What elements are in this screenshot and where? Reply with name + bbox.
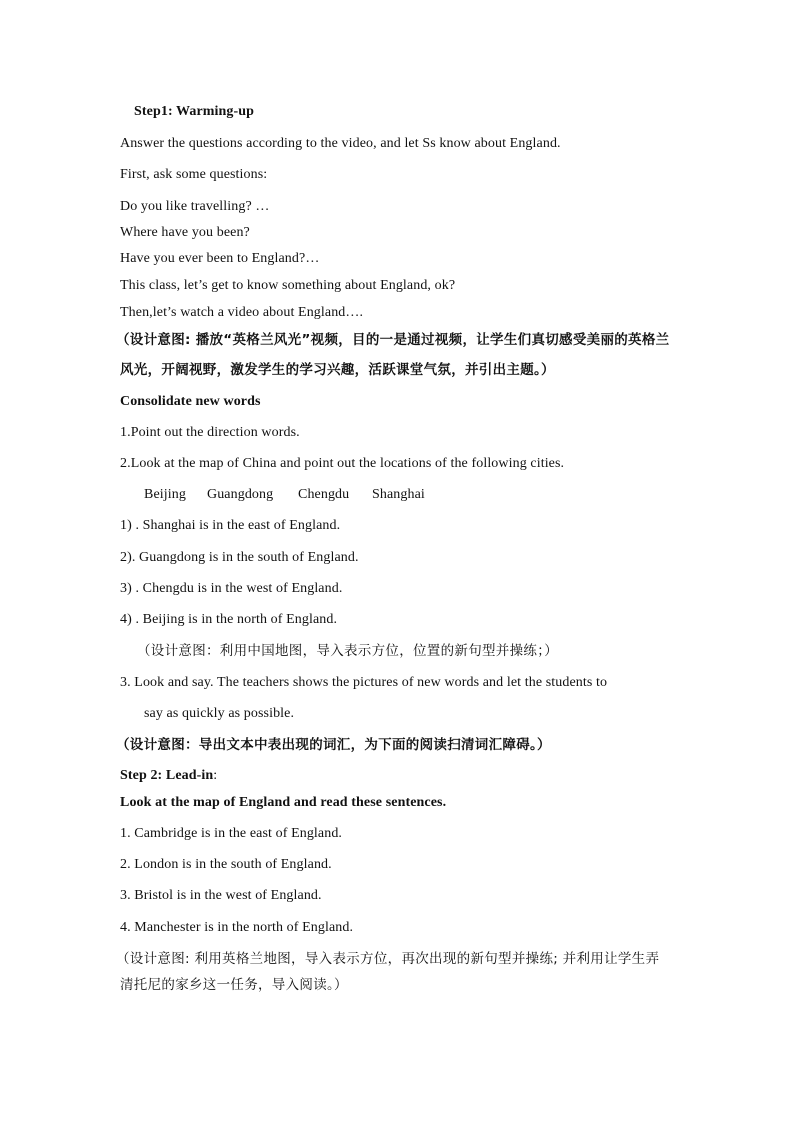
china-sentence-4: 4) . Beijing is in the north of England. — [120, 612, 338, 627]
step2-heading-row — [120, 767, 217, 785]
question-5: Then,let’s watch a video about England…. — [120, 305, 364, 320]
china-sentence-3: 3) . Chengdu is in the west of England. — [120, 581, 343, 596]
design-note-2: （设计意图：利用中国地图，导入表示方位，位置的新句型并操练；） — [137, 643, 559, 659]
step2-heading: Step 2: Lead-in — [120, 768, 214, 783]
consolidate-heading: Consolidate new words — [120, 394, 261, 409]
city-guangdong: Guangdong — [207, 487, 274, 502]
step1-first: First, ask some questions: — [120, 167, 268, 182]
design-note-4-line1: （设计意图: 利用英格兰地图，导入表示方位，再次出现的新句型并操练; 并利用让学生弄 — [116, 951, 660, 967]
china-sentence-2: 2). Guangdong is in the south of England. — [120, 550, 359, 565]
step2-subheading: Look at the map of England and read these sentences. — [120, 795, 447, 810]
england-sentence-2: 2. London is in the south of England. — [120, 857, 332, 872]
england-sentence-1: 1. Cambridge is in the east of England. — [120, 826, 343, 841]
design-note-1-line1: （设计意图: 播放“英格兰风光”视频，目的一是通过视频，让学生们真切感受美丽的英格兰 — [116, 332, 670, 348]
consolidate-item-2: 2.Look at the map of China and point out the locations of the following cities. — [120, 456, 565, 471]
question-4: This class, let’s get to know something about England, ok? — [120, 278, 456, 293]
china-sentence-1: 1) . Shanghai is in the east of England. — [120, 518, 341, 533]
question-3: Have you ever been to England?… — [120, 251, 320, 266]
city-list — [144, 486, 425, 504]
step2-heading-colon: : — [213, 768, 218, 783]
city-chengdu: Chengdu — [298, 487, 350, 502]
question-1: Do you like travelling? … — [120, 199, 270, 214]
consolidate-item-1: 1.Point out the direction words. — [120, 425, 300, 440]
city-beijing: Beijing — [144, 487, 186, 502]
consolidate-item-3-line2: say as quickly as possible. — [144, 706, 295, 721]
england-sentence-3: 3. Bristol is in the west of England. — [120, 888, 322, 903]
question-2: Where have you been? — [120, 225, 250, 240]
design-note-1-line2: 风光，开阔视野，激发学生的学习兴趣，活跃课堂气氛，并引出主题。） — [120, 362, 555, 378]
design-note-4-line2: 清托尼的家乡这一任务，导入阅读。） — [120, 977, 348, 993]
city-shanghai: Shanghai — [372, 487, 425, 502]
step1-heading: Step1: Warming-up — [134, 104, 255, 119]
england-sentence-4: 4. Manchester is in the north of England. — [120, 920, 354, 935]
consolidate-item-3-line1: 3. Look and say. The teachers shows the pictures of new words and let the students to — [120, 675, 608, 690]
design-note-3: （设计意图：导出文本中表出现的词汇，为下面的阅读扫清词汇障碍。） — [116, 737, 551, 753]
step1-intro: Answer the questions according to the video, and let Ss know about England. — [120, 136, 561, 151]
